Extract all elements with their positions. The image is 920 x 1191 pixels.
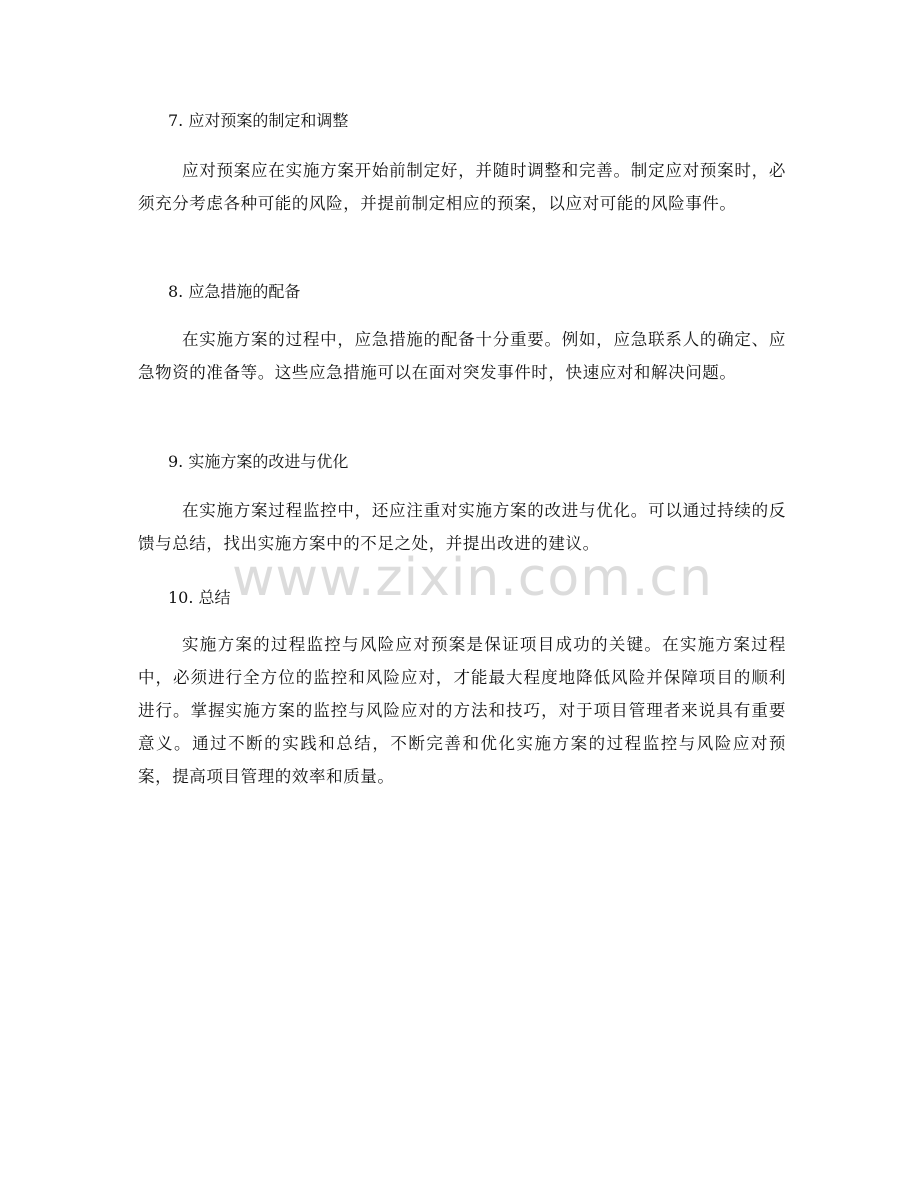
section-8-body: 在实施方案的过程中，应急措施的配备十分重要。例如，应急联系人的确定、应急物资的准备等。这些应急措施可以在面对突发事件时，快速应对和解决问题。 [138,330,786,382]
section-9-heading: 9. 实施方案的改进与优化 [168,452,349,471]
section-10-body: 实施方案的过程监控与风险应对预案是保证项目成功的关键。在实施方案过程中，必须进行全方位的监控和风险应对，才能最大程度地降低风险并保障项目的顺利进行。掌握实施方案的监控与风险应对的方法和技巧，对于项目管理者来说具有重要意义。通过不断的实践和总结，不断完善和优化实施方案的过程监控与风险应对预案，提高项目管理的效率和质量。 [138,635,786,786]
section-9-body: 在实施方案过程监控中，还应注重对实施方案的改进与优化。可以通过持续的反馈与总结，找出实施方案中的不足之处，并提出改进的建议。 [138,501,786,553]
section-7-heading: 7. 应对预案的制定和调整 [168,111,349,130]
section-10-heading: 10. 总结 [168,588,231,607]
section-8-heading: 8. 应急措施的配备 [168,282,301,301]
watermark: www.zixin.com.cn [232,548,713,608]
section-7-body: 应对预案应在实施方案开始前制定好，并随时调整和完善。制定应对预案时，必须充分考虑各种可能的风险，并提前制定相应的预案，以应对可能的风险事件。 [138,161,786,213]
